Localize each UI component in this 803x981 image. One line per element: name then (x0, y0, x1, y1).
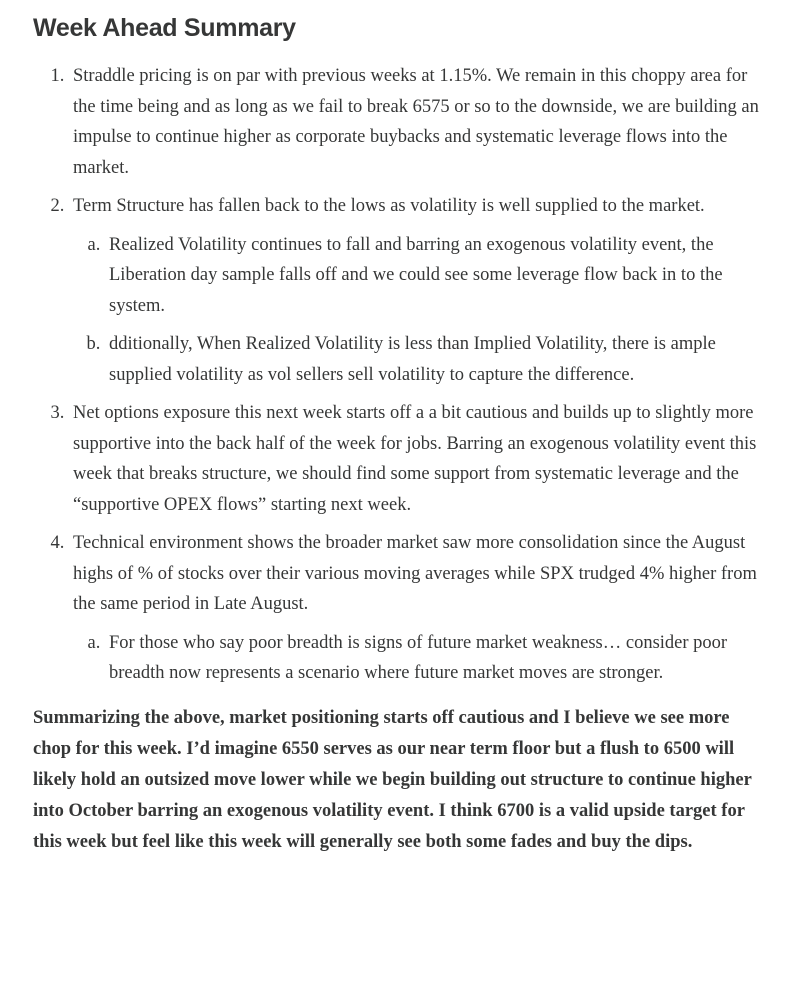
summary-paragraph: Summarizing the above, market positioning starts off cautious and I believe we see more chop for this week. I’d imagine 6550 serves as our near term floor but a flush to 6500 will likely hold an outsized move lower while we begin building out structure to continue higher into October barring an exogenous volatility event. I think 6700 is a valid upside target for this week but feel like this week will generally see both some fades and buy the dips. (33, 707, 752, 852)
list-item (69, 191, 763, 390)
sub-list-item: a. Realized Volatility continues to fall and barring an exogenous volatility event, the Liberation day sample falls off and we could see some leverage flow back in to the system. (105, 230, 763, 322)
list-item-text: Technical environment shows the broader market saw more consolidation since the August highs of % of stocks over their various moving averages while SPX trudged 4% higher from the same period in Late August. (73, 533, 757, 614)
sub-list-item: b. dditionally, When Realized Volatility is less than Implied Volatility, there is ample supplied volatility as vol sellers sell volatility to capture the difference. (105, 329, 763, 390)
sub-list-item: a. For those who say poor breadth is signs of future market weakness… consider poor breadth now represents a scenario where future market moves are stronger. (105, 628, 763, 689)
sub-list (73, 628, 763, 689)
summary-list (33, 61, 763, 689)
list-item (69, 61, 763, 183)
sub-list (73, 230, 763, 391)
list-item-text: Net options exposure this next week starts off a a bit cautious and builds up to slightly more supportive into the back half of the week for jobs. Barring an exogenous volatility event this week that breaks structure, we should find some support from systematic leverage and the “supportive OPEX flows” starting next week. (73, 403, 757, 515)
section-heading: Week Ahead Summary (33, 14, 296, 42)
list-item (69, 528, 763, 689)
list-item-text: Term Structure has fallen back to the lows as volatility is well supplied to the market. (73, 196, 705, 216)
list-item-text: Straddle pricing is on par with previous weeks at 1.15%. We remain in this choppy area for the time being and as long as we fail to break 6575 or so to the downside, we are building an impulse to continue higher as corporate buybacks and systematic leverage flows into the market. (73, 66, 759, 178)
list-item (69, 398, 763, 520)
